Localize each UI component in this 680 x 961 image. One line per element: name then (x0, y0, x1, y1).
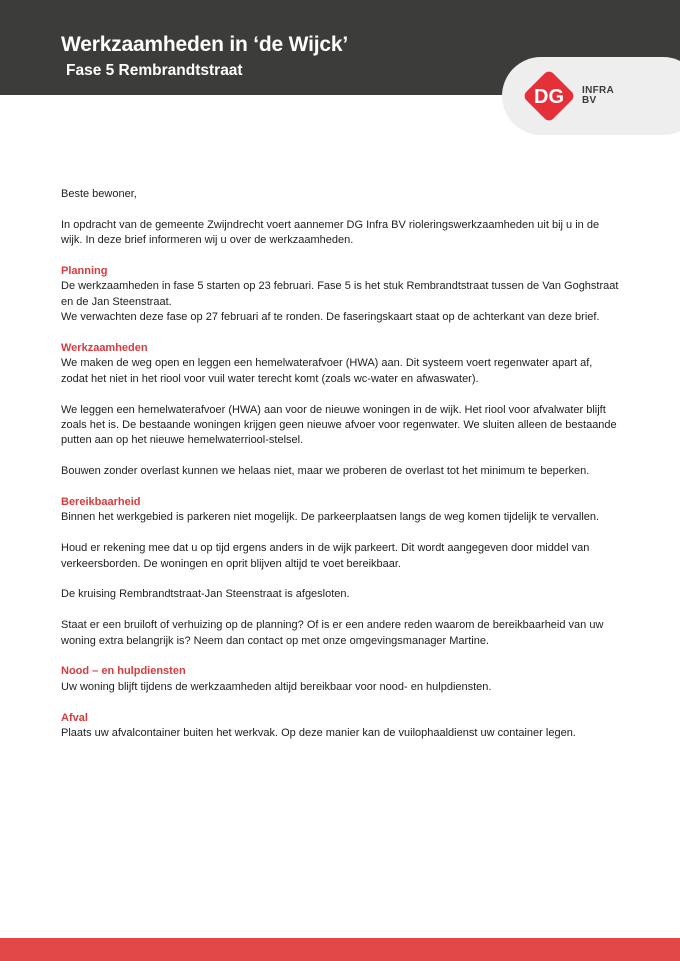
nood-heading: Nood – en hulpdiensten (61, 665, 186, 678)
footer-bar (0, 938, 680, 961)
afval-heading: Afval (61, 711, 88, 724)
logo-line2: BV (582, 95, 597, 106)
werkzaamheden-paragraph-1: We maken de weg open en leggen een hemelwaterafvoer (HWA) aan. Dit systeem voert regenwater apart af, zodat het niet in het riool voor vuil water terecht komt (zoals wc-water en afwaswater). (61, 357, 593, 385)
dg-logo-icon (520, 67, 578, 125)
werkzaamheden-heading: Werkzaamheden (61, 342, 148, 355)
logo-mark: DG (534, 86, 564, 108)
werkzaamheden-paragraph-3: Bouwen zonder overlast kunnen we helaas niet, maar we proberen de overlast tot het minimum te beperken. (61, 465, 590, 478)
bereikbaarheid-paragraph-1: Binnen het werkgebied is parkeren niet mogelijk. De parkeerplaatsen langs de weg komen tijdelijk te vervallen. (61, 511, 600, 524)
letter-body (61, 187, 621, 757)
salutation: Beste bewoner, (61, 188, 137, 200)
page-title: Werkzaamheden in ‘de Wijck’ (61, 33, 348, 56)
planning-paragraph-2: We verwachten deze fase op 27 februari af te ronden. De faseringskaart staat op de achterkant van deze brief. (61, 311, 600, 324)
werkzaamheden-paragraph-2: We leggen een hemelwaterafvoer (HWA) aan voor de nieuwe woningen in de wijk. Het riool voor afvalwater blijft zoals het is. De bestaande woningen krijgen geen nieuwe afvoer voor regenwater. We sluiten alleen de bestaande putten aan op het nieuwe hemelwaterriool-stelsel. (61, 403, 617, 447)
bereikbaarheid-paragraph-3: De kruising Rembrandtstraat-Jan Steenstraat is afgesloten. (61, 588, 350, 601)
nood-paragraph: Uw woning blijft tijdens de werkzaamheden altijd bereikbaar voor nood- en hulpdiensten. (61, 680, 492, 693)
planning-heading: Planning (61, 265, 108, 277)
planning-paragraph-1: De werkzaamheden in fase 5 starten op 23 februari. Fase 5 is het stuk Rembrandtstraat tussen de Van Goghstraat en de Jan Steenstraat. (61, 280, 619, 308)
bereikbaarheid-paragraph-4: Staat er een bruiloft of verhuizing op de planning? Of is er een andere reden waarom de bereikbaarheid van uw woning extra belangrijk is? Neem dan contact op met onze omgevingsmanager Martine. (61, 619, 604, 647)
intro-paragraph: In opdracht van de gemeente Zwijndrecht voert aannemer DG Infra BV rioleringswerkzaamheden uit bij u in de wijk. In deze brief informeren wij u over de werkzaamheden. (61, 218, 600, 247)
page-subtitle: Fase 5 Rembrandtstraat (66, 62, 243, 79)
bereikbaarheid-paragraph-2: Houd er rekening mee dat u op tijd ergens anders in de wijk parkeert. Dit wordt aangegeven door middel van verkeersborden. De woningen en oprit blijven altijd te voet bereikbaar. (61, 542, 590, 570)
bereikbaarheid-heading: Bereikbaarheid (61, 496, 141, 509)
logo-line1: INFRA (582, 85, 615, 96)
afval-paragraph: Plaats uw afvalcontainer buiten het werkvak. Op deze manier kan de vuilophaaldienst uw container legen. (61, 727, 576, 740)
logo-wordmark (582, 86, 614, 106)
